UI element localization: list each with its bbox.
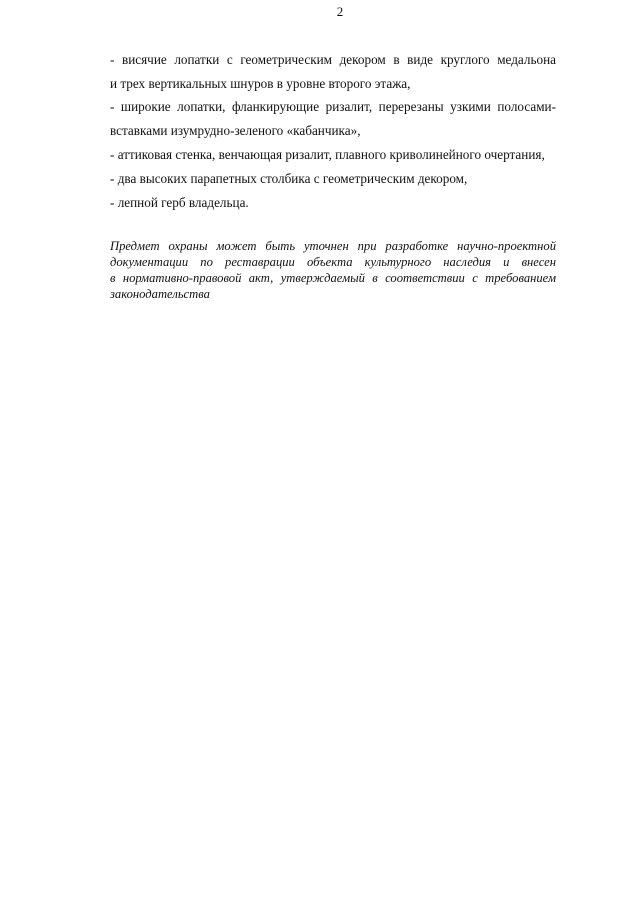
note-line: документации по реставрации объекта культурного наследия и внесен <box>110 255 556 269</box>
page-number: 2 <box>336 4 344 19</box>
list-line: - лепной герб владельца. <box>110 195 249 210</box>
note-line: законодательства <box>110 287 210 301</box>
list-line: - широкие лопатки, фланкирующие ризалит, перерезаны узкими полосами- <box>110 99 556 114</box>
list-line: вставками изумрудно-зеленого «кабанчика», <box>110 123 361 138</box>
list-line: - аттиковая стенка, венчающая ризалит, плавного криволинейного очертания, <box>110 147 545 162</box>
list-line: - два высоких парапетных столбика с геометрическим декором, <box>110 171 468 186</box>
note-line: Предмет охраны может быть уточнен при разработке научно-проектной <box>110 239 556 253</box>
list-line: и трех вертикальных шнуров в уровне второго этажа, <box>110 76 411 91</box>
note-line: в нормативно-правовой акт, утверждаемый в соответствии с требованием <box>110 271 556 285</box>
list-line: - висячие лопатки с геометрическим декором в виде круглого медальона <box>110 52 556 67</box>
